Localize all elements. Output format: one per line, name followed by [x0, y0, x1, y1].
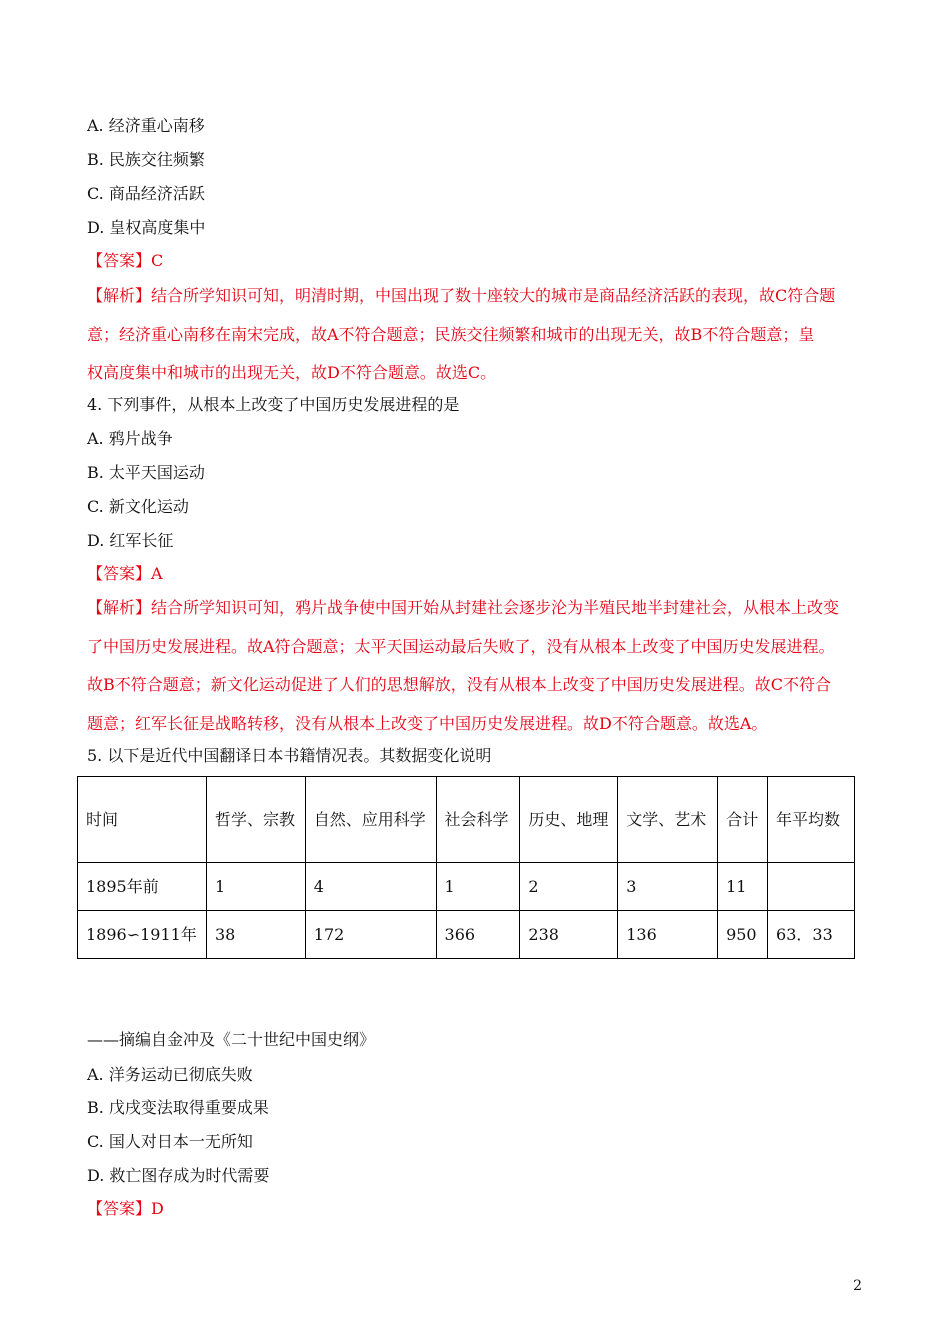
q3-option-a: A. 经济重心南移 [87, 116, 205, 135]
q5-source: ——摘编自金冲及《二十世纪中国史纲》 [87, 1030, 376, 1049]
table-cell: 366 [436, 911, 520, 959]
answer-tag: 【答案】 [87, 251, 152, 270]
q4-answer [87, 564, 163, 584]
header-cell: 社会科学 [436, 777, 520, 863]
header-cell: 自然、应用科学 [305, 777, 436, 863]
q4-option-d: D. 红军长征 [87, 531, 174, 550]
analysis-line: 故B不符合题意；新文化运动促进了人们的思想解放，没有从根本上改变了中国历史发展进程。故C不符合 [87, 675, 832, 694]
answer-value: C [151, 251, 164, 270]
table-cell: 11 [718, 863, 768, 911]
q3-option-c: C. 商品经济活跃 [87, 184, 205, 203]
analysis-line: 权高度集中和城市的出现无关，故D不符合题意。故选C。 [87, 363, 497, 382]
q5-option-d: D. 救亡图存成为时代需要 [87, 1166, 270, 1185]
answer-tag: 【答案】 [87, 564, 152, 583]
header-cell: 年平均数 [768, 777, 855, 863]
q3-option-b: B. 民族交往频繁 [87, 150, 205, 169]
table-cell: 1895年前 [78, 863, 207, 911]
answer-tag: 【答案】 [87, 1199, 152, 1218]
page-number: 2 [853, 1278, 862, 1294]
header-cell: 历史、地理 [520, 777, 618, 863]
header-cell: 时间 [78, 777, 207, 863]
q4-stem: 4. 下列事件，从根本上改变了中国历史发展进程的是 [87, 395, 460, 414]
header-cell: 文学、艺术 [618, 777, 718, 863]
q3-option-d: D. 皇权高度集中 [87, 218, 206, 237]
q3-analysis [87, 277, 867, 393]
header-cell: 哲学、宗教 [206, 777, 305, 863]
books-table [77, 776, 855, 959]
table-row [78, 863, 855, 911]
table-cell: 38 [206, 911, 305, 959]
header-cell: 合计 [718, 777, 768, 863]
q3-answer [87, 251, 163, 271]
answer-value: D [151, 1199, 164, 1218]
answer-value: A [151, 564, 163, 583]
table-row [78, 911, 855, 959]
analysis-line: 了中国历史发展进程。故A符合题意；太平天国运动最后失败了，没有从根本上改变了中国历史发展进程。 [87, 636, 835, 656]
table-cell: 1 [206, 863, 305, 911]
q4-option-a: A. 鸦片战争 [87, 429, 173, 448]
q5-stem: 5. 以下是近代中国翻译日本书籍情况表。其数据变化说明 [87, 746, 492, 765]
analysis-tag: 【解析】 [87, 286, 152, 305]
table-cell: 63．33 [768, 911, 855, 959]
table-cell: 3 [618, 863, 718, 911]
q5-option-c: C. 国人对日本一无所知 [87, 1132, 253, 1151]
analysis-line: 【解析】结合所学知识可知，鸦片战争使中国开始从封建社会逐步沦为半殖民地半封建社会，从根本上改变 [87, 598, 840, 617]
q5-option-a: A. 洋务运动已彻底失败 [87, 1065, 253, 1084]
table-cell: 172 [305, 911, 436, 959]
table-cell: 2 [520, 863, 618, 911]
analysis-line: 【解析】结合所学知识可知，明清时期，中国出现了数十座较大的城市是商品经济活跃的表现，故C符合题 [87, 286, 836, 305]
table-cell: 136 [618, 911, 718, 959]
table-cell [768, 863, 855, 911]
table-cell: 4 [305, 863, 436, 911]
table-header-row [78, 777, 855, 863]
q4-option-b: B. 太平天国运动 [87, 463, 205, 482]
table-cell: 950 [718, 911, 768, 959]
analysis-tag: 【解析】 [87, 598, 152, 617]
table-cell: 1896∽1911年 [78, 911, 207, 959]
q4-option-c: C. 新文化运动 [87, 497, 189, 516]
table-cell: 1 [436, 863, 520, 911]
analysis-line: 意；经济重心南移在南宋完成，故A不符合题意；民族交往频繁和城市的出现无关，故B不符合题意；皇 [87, 324, 815, 344]
q5-answer [87, 1199, 164, 1219]
q5-option-b: B. 戊戌变法取得重要成果 [87, 1098, 269, 1117]
table-cell: 238 [520, 911, 618, 959]
q4-analysis [87, 589, 867, 743]
analysis-line: 题意；红军长征是战略转移，没有从根本上改变了中国历史发展进程。故D不符合题意。故选A。 [87, 713, 768, 733]
